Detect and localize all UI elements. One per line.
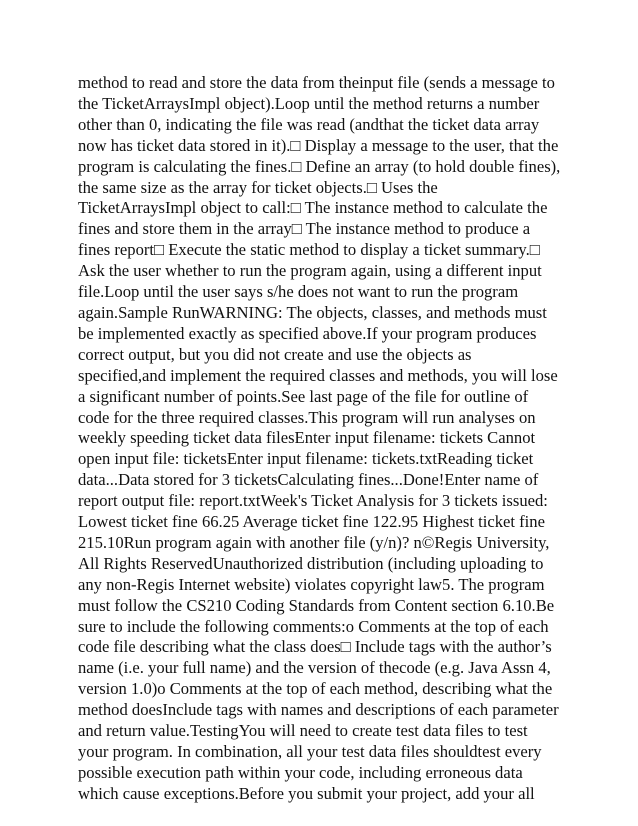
text-line: again.Sample RunWARNING: The objects, classes, and methods must bbox=[78, 302, 547, 322]
text-line: Lowest ticket fine 66.25 Average ticket fine 122.95 Highest ticket fine bbox=[78, 512, 545, 532]
text-line: be implemented exactly as specified above.If your program produces bbox=[78, 323, 537, 343]
text-line: correct output, but you did not create and use the objects as bbox=[78, 344, 472, 364]
text-line: program is calculating the fines.□ Define an array (to hold double fines), bbox=[78, 156, 561, 176]
text-line: All Rights ReservedUnauthorized distribution (including uploading to bbox=[78, 553, 544, 573]
text-line: method doesInclude tags with names and descriptions of each parameter bbox=[78, 700, 559, 720]
text-line: and return value.TestingYou will need to create test data files to test bbox=[78, 721, 528, 741]
text-line: fines report□ Execute the static method to display a ticket summary.□ bbox=[78, 240, 540, 260]
text-line: data...Data stored for 3 ticketsCalculating fines...Done!Enter name of bbox=[78, 470, 539, 490]
text-line: the TicketArraysImpl object).Loop until the method returns a number bbox=[78, 93, 540, 113]
text-line: your program. In combination, all your test data files shouldtest every bbox=[78, 742, 542, 761]
text-line: open input file: ticketsEnter input filename: tickets.txtReading ticket bbox=[78, 449, 534, 469]
text-line: file.Loop until the user says s/he does not want to run the program bbox=[78, 282, 519, 302]
text-line: must follow the CS210 Coding Standards from Content section 6.10.Be bbox=[78, 595, 555, 615]
text-line: code file describing what the class does□ Include tags with the author’s bbox=[78, 637, 552, 657]
text-line: sure to include the following comments:o Comments at the top of each bbox=[78, 616, 549, 636]
text-line: any non-Regis Internet website) violates copyright law5. The program bbox=[78, 574, 545, 594]
text-line: now has ticket data stored in it).□ Display a message to the user, that the bbox=[78, 135, 559, 155]
text-line: which cause exceptions.Before you submit your project, add your all bbox=[78, 783, 535, 803]
text-line: name (i.e. your full name) and the version of thecode (e.g. Java Assn 4, bbox=[78, 658, 551, 678]
text-line: possible execution path within your code, including erroneous data bbox=[78, 762, 523, 782]
text-line: version 1.0)o Comments at the top of each method, describing what the bbox=[78, 679, 553, 699]
text-line: 215.10Run program again with another file (y/n)? n©Regis University, bbox=[78, 532, 550, 552]
text-line: fines and store them in the array□ The instance method to produce a bbox=[78, 219, 531, 239]
text-line: the same size as the array for ticket objects.□ Uses the bbox=[78, 177, 438, 197]
text-line: code for the three required classes.This program will run analyses on bbox=[78, 407, 536, 427]
text-line: method to read and store the data from theinput file (sends a message to bbox=[78, 73, 555, 92]
text-line: TicketArraysImpl object to call:□ The instance method to calculate the bbox=[78, 198, 548, 218]
text-line: Ask the user whether to run the program again, using a different input bbox=[78, 261, 542, 281]
document-body-text bbox=[78, 73, 578, 805]
text-line: weekly speeding ticket data filesEnter input filename: tickets Cannot bbox=[78, 428, 536, 448]
text-line: other than 0, indicating the file was read (andthat the ticket data array bbox=[78, 114, 540, 134]
text-line: specified,and implement the required classes and methods, you will lose bbox=[78, 365, 558, 385]
text-line: report output file: report.txtWeek's Ticket Analysis for 3 tickets issued: bbox=[78, 491, 548, 511]
text-line: a significant number of points.See last page of the file for outline of bbox=[78, 386, 529, 406]
